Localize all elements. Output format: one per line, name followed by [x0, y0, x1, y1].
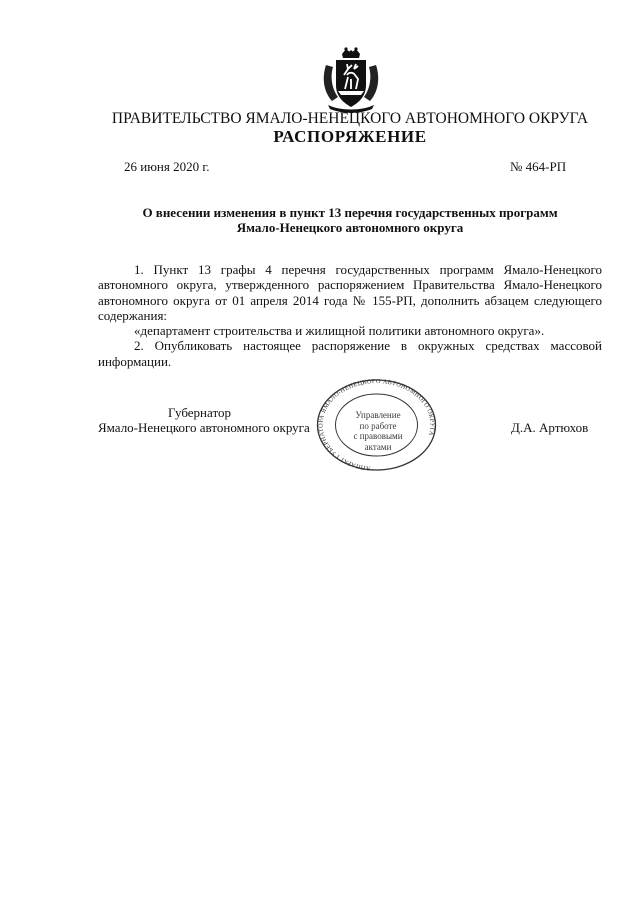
paragraph-1: 1. Пункт 13 графы 4 перечня государственных программ Ямало-Ненецкого автономного округа, утвержденного распоряжением Правительства Ямало-Ненецкого автономного округа от 01 апреля 2014 года № 155-РП, дополнить абзацем следующего содержания:	[98, 262, 602, 323]
document-body	[98, 262, 602, 369]
title-line-2: Ямало-Ненецкого автономного округа	[236, 220, 464, 235]
document-type: РАСПОРЯЖЕНИЕ	[273, 127, 427, 146]
signatory-name: Д.А. Артюхов	[511, 420, 589, 435]
stamp-ring-text: АППАРАТ ГУБЕРНАТОРА ЯМАЛО-НЕНЕЦКОГО АВТОНОМНОГО ОКРУГА	[317, 379, 436, 472]
document-date: 26 июня 2020 г.	[124, 159, 210, 174]
stamp-line-3: с правовыми	[353, 431, 403, 441]
signatory-position: Губернатор	[168, 405, 231, 420]
stamp-line-1: Управление	[355, 410, 401, 420]
paragraph-2: «департамент строительства и жилищной политики автономного округа».	[134, 323, 545, 339]
signatory-organization: Ямало-Ненецкого автономного округа	[98, 420, 310, 435]
stamp-center-text	[338, 410, 418, 452]
paragraph-3: 2. Опубликовать настоящее распоряжение в окружных средствах массовой информации.	[98, 338, 602, 369]
stamp-line-2: по работе	[359, 420, 397, 431]
document-number: № 464-РП	[510, 159, 567, 174]
stamp-line-4: актами	[364, 441, 392, 452]
title-line-1: О внесении изменения в пункт 13 перечня государственных программ	[142, 205, 558, 220]
organization-heading: ПРАВИТЕЛЬСТВО ЯМАЛО-НЕНЕЦКОГО АВТОНОМНОГО ОКРУГА	[111, 110, 589, 127]
coat-of-arms-icon	[318, 45, 384, 113]
document-title	[98, 205, 602, 235]
